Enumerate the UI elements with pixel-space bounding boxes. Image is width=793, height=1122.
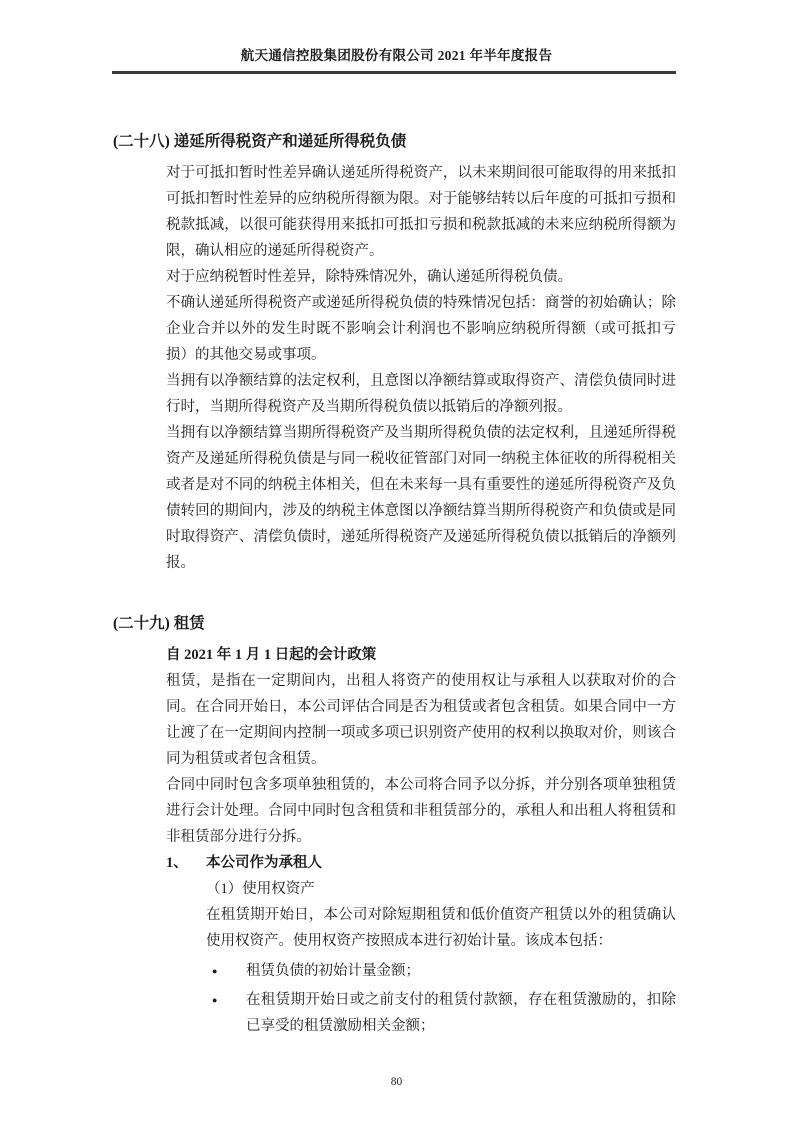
accounting-policy-heading: 自 2021 年 1 月 1 日起的会计政策	[166, 646, 377, 663]
paragraph: 当拥有以净额结算的法定权利，且意图以净额结算或取得资产、清偿负债同时进行时，当期所得税资产及当期所得税负债以抵销后的净额列报。	[166, 372, 676, 415]
section-body-deferred-tax	[166, 160, 676, 576]
bullet-list	[206, 958, 676, 1039]
bullet-icon: ●	[212, 965, 218, 976]
page-number: 80	[390, 1076, 403, 1088]
bullet-item	[206, 987, 676, 1039]
section-heading-deferred-tax: (二十八) 递延所得税资产和递延所得税负债	[113, 132, 407, 150]
document-header	[0, 0, 793, 74]
bullet-text: 在租赁期开始日或之前支付的租赁付款额，存在租赁激励的，扣除已享受的租赁激励相关金额；	[246, 991, 676, 1034]
bullet-text: 租赁负债的初始计量金额；	[246, 962, 420, 979]
item-number: 1、	[166, 854, 188, 871]
paragraph: 租赁，是指在一定期间内，出租人将资产的使用权让与承租人以获取对价的合同。在合同开始日，本公司评估合同是否为租赁或者包含租赁。如果合同中一方让渡了在一定期间内控制一项或多项已识别资产使用的权利以换取对价，则该合同为租赁或者包含租赁。	[166, 672, 676, 767]
paragraph: 对于可抵扣暂时性差异确认递延所得税资产，以未来期间很可能取得的用来抵扣可抵扣暂时性差异的应纳税所得额为限。对于能够结转以后年度的可抵扣亏损和税款抵减，以很可能获得用来抵扣可抵扣亏损和税款抵减的未来应纳税所得额为限，确认相应的递延所得税资产。	[166, 164, 676, 259]
section-body-leases	[166, 642, 676, 1039]
bullet-item	[206, 958, 676, 984]
paragraph: 合同中同时包含多项单独租赁的，本公司将合同予以分拆，并分别各项单独租赁进行会计处理。合同中同时包含租赁和非租赁部分的，承租人和出租人将租赁和非租赁部分进行分拆。	[166, 776, 676, 845]
document-footer	[0, 1076, 793, 1088]
sub-item-label: （1）使用权资产	[206, 880, 315, 897]
section-leases	[113, 613, 676, 1039]
paragraph: 对于应纳税暂时性差异，除特殊情况外，确认递延所得税负债。	[166, 268, 572, 285]
report-title: 航天通信控股集团股份有限公司 2021 年半年度报告	[240, 48, 553, 63]
right-of-use-asset-block	[206, 876, 676, 1039]
item-title: 本公司作为承租人	[206, 854, 322, 871]
section-heading-leases: (二十九) 租赁	[113, 614, 205, 632]
paragraph: 不确认递延所得税资产或递延所得税负债的特殊情况包括：商誉的初始确认；除企业合并以外的发生时既不影响会计利润也不影响应纳税所得额（或可抵扣亏损）的其他交易或事项。	[166, 294, 676, 363]
paragraph: 在租赁期开始日，本公司对除短期租赁和低价值资产租赁以外的租赁确认使用权资产。使用权资产按照成本进行初始计量。该成本包括：	[206, 906, 676, 949]
paragraph: 当拥有以净额结算当期所得税资产及当期所得税负债的法定权利，且递延所得税资产及递延所得税负债是与同一税收征管部门对同一纳税主体征收的所得税相关或者是对不同的纳税主体相关，但在未来每一具有重要性的递延所得税资产及负债转回的期间内，涉及的纳税主体意图以净额结算当期所得税资产和负债或是同时取得资产、清偿负债时，递延所得税资产及递延所得税负债以抵销后的净额列报。	[166, 424, 676, 571]
document-body	[0, 131, 793, 1039]
header-divider	[112, 71, 676, 74]
numbered-item-lessee	[166, 850, 676, 876]
section-deferred-tax	[113, 131, 676, 576]
bullet-icon: ●	[212, 994, 218, 1005]
